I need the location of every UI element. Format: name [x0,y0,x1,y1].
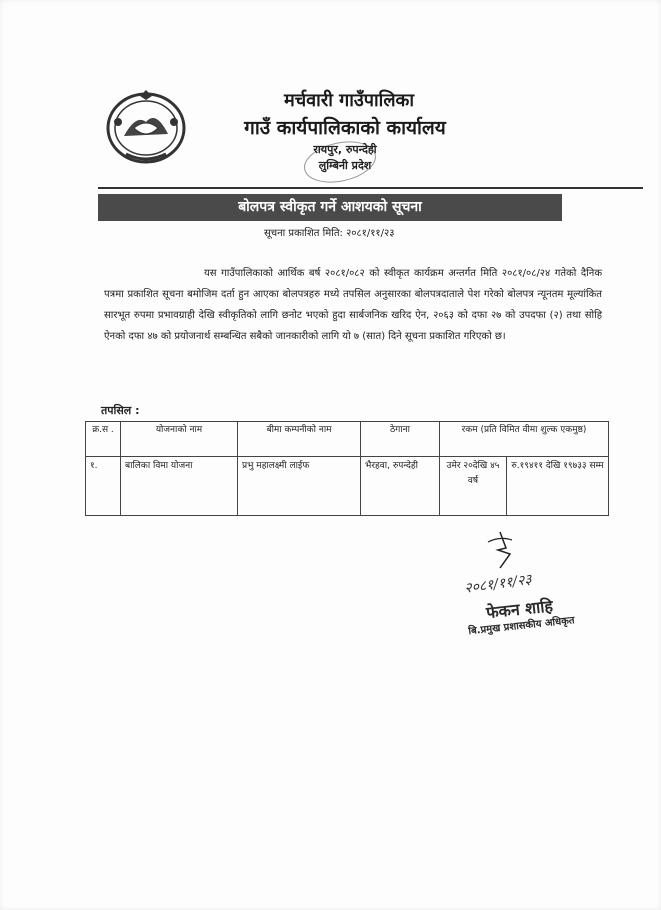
header-insurer: बीमा कम्पनीको नाम [238,422,361,457]
cell-age: उमेर २०देखि ४५ वर्ष [440,457,507,516]
cell-insurer: प्रभु महालक्ष्मी लाईफ [238,457,361,516]
header-address: ठेगाना [361,422,440,457]
schedule-label: तपसिल : [101,404,140,417]
signatory-name: फेकन शाहि [485,596,554,623]
cell-scheme: बालिका विमा योजना [121,457,238,516]
address-line-1: रायपुर, रुपन्देही [313,143,377,156]
signature-date: २०८१/११/२३ [463,571,533,597]
cell-amount: रु.१९४११ देखि १९७३३ सम्म [507,457,609,516]
header-sn: क्र.स . [86,422,121,457]
table-header-row [86,422,609,457]
office-name: मर्चवारी गाउँपालिका [283,90,415,111]
cell-address: भैरहवा, रुपन्देही [361,457,440,516]
address-line-2: लुम्बिनी प्रदेश [318,159,372,172]
schedule-table [85,421,609,516]
header-amount: रकम (प्रति विमित वीमा शुल्क एकमुष्ठ) [440,422,609,457]
nepal-emblem-icon [104,88,188,166]
header-scheme: योजनाको नाम [121,422,238,457]
notice-body [104,263,602,347]
signatory-title: बि.प्रमुख प्रशासकीय अधिकृत [467,615,576,638]
notice-paragraph: यस गाउँपालिकाको आर्थिक बर्ष २०८१/०८२ को स्वीकृत कार्यक्रम अन्तर्गत मिति २०८१/०८/२४ गतेको दैनिक पत्रमा प्रकाशित सूचना बमोजिम दर्ता हुन आएका बोलपत्रहरु मध्ये तपसिल अनुसारका बोलपत्रदाताले पेश गरेको बोलपत्र न्यूनतम मूल्यांकित सारभूत रुपमा प्रभावग्राही देखि स्वीकृतिको लागि छनोट भएको हुदा सार्बजनिक खरिद ऐन, २०६३ को दफा २७ को उपदफा (२) तथा सोहि ऐनको दफा ४७ को प्रयोजनार्थ सम्बन्धित सबैको जानकारीको लागि यो ७ (सात) दिने सूचना प्रकाशित गरिएको छ। [104,268,602,342]
office-title: गाउँ कार्यपालिकाको कार्यालय [244,117,446,139]
header-divider [98,187,643,189]
table-row [86,457,609,516]
notice-title: बोलपत्र स्वीकृत गर्ने आशयको सूचना [98,194,562,221]
cell-sn: १. [86,457,121,516]
published-date: सूचना प्रकाशित मिति: २०८१/११/२३ [264,228,395,239]
